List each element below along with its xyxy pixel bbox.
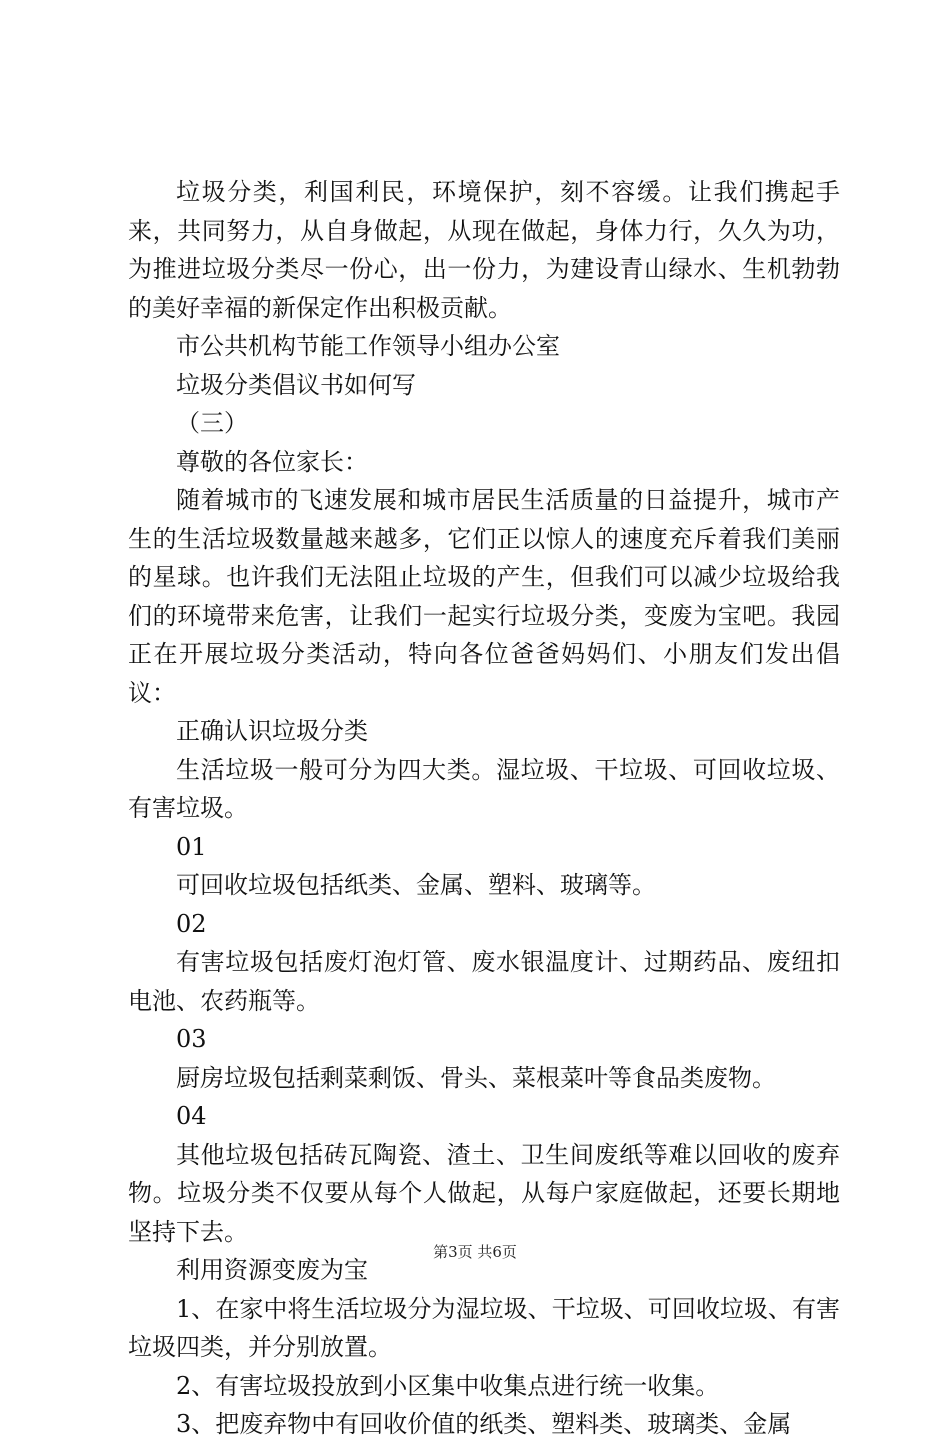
paragraph-recyclable: 可回收垃圾包括纸类、金属、塑料、玻璃等。 <box>176 871 656 899</box>
paragraph-kitchen: 厨房垃圾包括剩菜剩饭、骨头、菜根菜叶等食品类废物。 <box>176 1063 776 1092</box>
section-number: （三） <box>176 409 248 437</box>
paragraph-other: 其他垃圾包括砖瓦陶瓷、渣土、卫生间废纸等难以回收的废弃物。垃圾分类不仅要从每个人做起，从每户家庭做起，还要长期地坚持下去。 <box>128 1140 840 1246</box>
signature-office: 市公共机构节能工作领导小组办公室 <box>176 332 560 360</box>
subheading-reuse: 利用资源变废为宝 <box>176 1256 368 1284</box>
page-footer: 第3页 共6页 <box>433 1243 517 1261</box>
paragraph-four-categories: 生活垃圾一般可分为四大类。湿垃圾、干垃圾、可回收垃圾、有害垃圾。 <box>128 755 840 822</box>
item-number-03: 03 <box>176 1025 207 1053</box>
section-title: 垃圾分类倡议书如何写 <box>176 370 416 399</box>
salutation: 尊敬的各位家长： <box>176 447 368 476</box>
paragraph-closing-appeal: 垃圾分类，利国利民，环境保护，刻不容缓。让我们携起手来，共同努力，从自身做起，从现在做起，身体力行，久久为功，为推进垃圾分类尽一份心，出一份力，为建设青山绿水、生机勃勃的美好幸福的新保定作出积极贡献。 <box>128 178 840 322</box>
list-item-2: 2、有害垃圾投放到小区集中收集点进行统一收集。 <box>176 1371 720 1400</box>
subheading-understanding: 正确认识垃圾分类 <box>176 717 368 745</box>
item-number-02: 02 <box>176 909 207 938</box>
item-number-01: 01 <box>176 832 207 861</box>
item-number-04: 04 <box>176 1102 207 1130</box>
list-item-3: 3、把废弃物中有回收价值的纸类、塑料类、玻璃类、金属 <box>176 1410 792 1438</box>
list-item-1: 1、在家中将生活垃圾分为湿垃圾、干垃圾、可回收垃圾、有害垃圾四类，并分别放置。 <box>128 1294 840 1361</box>
paragraph-hazardous: 有害垃圾包括废灯泡灯管、废水银温度计、过期药品、废纽扣电池、农药瓶等。 <box>128 948 840 1015</box>
paragraph-intro: 随着城市的飞速发展和城市居民生活质量的日益提升，城市产生的生活垃圾数量越来越多，它们正以惊人的速度充斥着我们美丽的星球。也许我们无法阻止垃圾的产生，但我们可以减少垃圾给我们的环境带来危害，让我们一起实行垃圾分类，变废为宝吧。我园正在开展垃圾分类活动，特向各位爸爸妈妈们、小朋友们发出倡议： <box>128 486 840 707</box>
